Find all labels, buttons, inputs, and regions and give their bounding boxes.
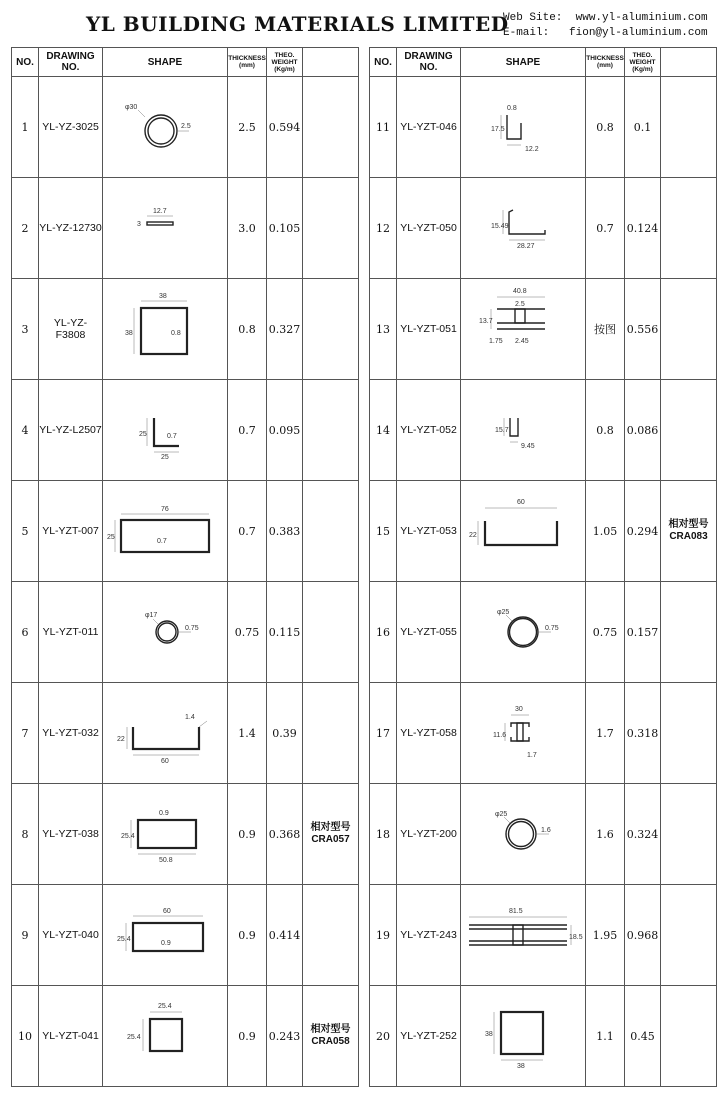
dim-label: 15.7	[495, 427, 509, 434]
dim-label: 25.4	[158, 1003, 172, 1010]
profile-drawing-h-section	[461, 279, 585, 379]
col-note	[303, 48, 359, 77]
profile-drawing-square-tube	[103, 986, 227, 1086]
dim-label: 0.8	[171, 330, 181, 337]
profile-drawing-channel	[461, 481, 585, 581]
table-row	[370, 481, 717, 582]
dim-label: 50.8	[159, 857, 173, 864]
profile-drawing-channel	[103, 683, 227, 783]
table-row	[12, 683, 359, 784]
row-no: 18	[370, 784, 397, 885]
profile-drawing-h-section	[461, 885, 585, 985]
col-drawing-no: DRAWING NO.	[39, 48, 103, 77]
row-no: 12	[370, 178, 397, 279]
dim-label: 0.7	[157, 538, 167, 545]
thickness-value: 0.9	[228, 885, 267, 986]
note-cell	[303, 885, 359, 986]
note-cell	[661, 77, 717, 178]
dim-label: 40.8	[513, 288, 527, 295]
weight-value: 0.115	[267, 582, 303, 683]
weight-value: 0.327	[267, 279, 303, 380]
drawing-no: YL-YZ-F3808	[39, 279, 103, 380]
shape-cell	[103, 582, 228, 683]
dim-label: 38	[125, 330, 133, 337]
thickness-value: 0.75	[586, 582, 625, 683]
drawing-no: YL-YZT-007	[39, 481, 103, 582]
dim-label: 25.4	[127, 1034, 141, 1041]
weight-value: 0.39	[267, 683, 303, 784]
profile-drawing-round-tube	[103, 77, 227, 177]
shape-cell	[103, 683, 228, 784]
row-no: 9	[12, 885, 39, 986]
table-row	[12, 885, 359, 986]
table-row	[370, 380, 717, 481]
weight-value: 0.414	[267, 885, 303, 986]
note-cell	[661, 986, 717, 1087]
profile-drawing-h-section	[461, 683, 585, 783]
weight-value: 0.294	[625, 481, 661, 582]
row-no: 4	[12, 380, 39, 481]
table-row	[370, 885, 717, 986]
shape-cell	[461, 77, 586, 178]
drawing-no: YL-YZT-038	[39, 784, 103, 885]
row-no: 14	[370, 380, 397, 481]
drawing-no: YL-YZT-052	[397, 380, 461, 481]
note-cell	[661, 784, 717, 885]
dim-label: 0.9	[161, 940, 171, 947]
shape-cell	[461, 986, 586, 1087]
weight-value: 0.324	[625, 784, 661, 885]
dim-label: 2.45	[515, 338, 529, 345]
row-no: 7	[12, 683, 39, 784]
profile-drawing-u-channel	[461, 77, 585, 177]
profile-drawing-square-tube	[103, 279, 227, 379]
dim-label: 2.5	[181, 123, 191, 130]
drawing-no: YL-YZT-252	[397, 986, 461, 1087]
thickness-value: 0.8	[586, 380, 625, 481]
thickness-value: 0.7	[586, 178, 625, 279]
profile-drawing-small-tube	[103, 582, 227, 682]
profile-drawing-rect-tube	[103, 885, 227, 985]
dim-label: 25.4	[121, 833, 135, 840]
note-cell	[303, 683, 359, 784]
weight-value: 0.1	[625, 77, 661, 178]
weight-value: 0.383	[267, 481, 303, 582]
email-text: E-mail: fion@yl-aluminium.com	[503, 27, 708, 39]
weight-value: 0.157	[625, 582, 661, 683]
row-no: 5	[12, 481, 39, 582]
dim-label: 1.7	[527, 752, 537, 759]
note-cell	[661, 683, 717, 784]
row-no: 1	[12, 77, 39, 178]
table-row	[12, 279, 359, 380]
thickness-value: 0.9	[228, 986, 267, 1087]
drawing-no: YL-YZT-055	[397, 582, 461, 683]
shape-cell	[103, 77, 228, 178]
table-row	[12, 481, 359, 582]
row-no: 10	[12, 986, 39, 1087]
drawing-no: YL-YZ-L2507	[39, 380, 103, 481]
drawing-no: YL-YZT-041	[39, 986, 103, 1087]
dim-label: 38	[159, 293, 167, 300]
shape-cell	[461, 582, 586, 683]
col-no: NO.	[370, 48, 397, 77]
col-weight: THEO. WEIGHT (Kg/m)	[267, 48, 303, 77]
shape-cell	[461, 481, 586, 582]
row-no: 3	[12, 279, 39, 380]
website-text: Web Site: www.yl-aluminium.com	[503, 12, 708, 24]
weight-value: 0.556	[625, 279, 661, 380]
dim-label: 1.6	[541, 827, 551, 834]
drawing-no: YL-YZT-053	[397, 481, 461, 582]
note-cell: 相对型号 CRA083	[661, 481, 717, 582]
thickness-value: 3.0	[228, 178, 267, 279]
col-weight: THEO. WEIGHT (Kg/m)	[625, 48, 661, 77]
table-row	[12, 380, 359, 481]
shape-cell	[103, 380, 228, 481]
table-row	[12, 582, 359, 683]
dim-label: φ17	[145, 612, 158, 619]
weight-value: 0.368	[267, 784, 303, 885]
drawing-no: YL-YZT-050	[397, 178, 461, 279]
dim-label: 15.49	[491, 223, 509, 230]
note-cell	[303, 178, 359, 279]
shape-cell	[461, 784, 586, 885]
row-no: 2	[12, 178, 39, 279]
weight-value: 0.318	[625, 683, 661, 784]
weight-value: 0.968	[625, 885, 661, 986]
dim-label: 25	[161, 454, 169, 461]
shape-cell	[461, 279, 586, 380]
shape-cell	[461, 178, 586, 279]
weight-value: 0.124	[625, 178, 661, 279]
col-no: NO.	[12, 48, 39, 77]
dim-label: 9.45	[521, 443, 535, 450]
col-shape: SHAPE	[103, 48, 228, 77]
dim-label: 38	[517, 1063, 525, 1070]
row-no: 8	[12, 784, 39, 885]
weight-value: 0.594	[267, 77, 303, 178]
drawing-no: YL-YZT-040	[39, 885, 103, 986]
table-row	[370, 582, 717, 683]
dim-label: 30	[515, 706, 523, 713]
weight-value: 0.086	[625, 380, 661, 481]
thickness-value: 1.7	[586, 683, 625, 784]
weight-value: 0.45	[625, 986, 661, 1087]
shape-cell	[103, 885, 228, 986]
table-row	[12, 77, 359, 178]
profile-drawing-clip	[461, 178, 585, 278]
profile-drawing-round-tube	[461, 784, 585, 884]
dim-label: 12.2	[525, 146, 539, 153]
profile-drawing-angle	[103, 380, 227, 480]
dim-label: 81.5	[509, 908, 523, 915]
col-drawing-no: DRAWING NO.	[397, 48, 461, 77]
table-header	[12, 48, 359, 77]
drawing-no: YL-YZT-032	[39, 683, 103, 784]
row-no: 6	[12, 582, 39, 683]
profile-table-left	[11, 47, 359, 1087]
drawing-no: YL-YZT-200	[397, 784, 461, 885]
thickness-value: 0.9	[228, 784, 267, 885]
dim-label: 1.75	[489, 338, 503, 345]
dim-label: 13.7	[479, 318, 493, 325]
table-row	[370, 178, 717, 279]
table-row	[370, 683, 717, 784]
dim-label: 11.6	[493, 732, 507, 739]
dim-label: 60	[517, 499, 525, 506]
table-row	[370, 986, 717, 1087]
dim-label: 12.7	[153, 208, 167, 215]
dim-label: 22	[469, 532, 477, 539]
dim-label: 17.5	[491, 126, 505, 133]
thickness-value: 按图	[586, 279, 625, 380]
note-cell	[303, 380, 359, 481]
row-no: 17	[370, 683, 397, 784]
dim-label: 38	[485, 1031, 493, 1038]
dim-label: 25	[107, 534, 115, 541]
profile-drawing-round-tube	[461, 582, 585, 682]
col-thickness: THICKNESS (mm)	[586, 48, 625, 77]
dim-label: 0.9	[159, 810, 169, 817]
note-cell	[661, 279, 717, 380]
table-row	[12, 784, 359, 885]
note-cell	[661, 380, 717, 481]
table-row	[12, 178, 359, 279]
dim-label: 0.75	[185, 625, 199, 632]
drawing-no: YL-YZT-058	[397, 683, 461, 784]
drawing-no: YL-YZ-3025	[39, 77, 103, 178]
thickness-value: 0.8	[586, 77, 625, 178]
dim-label: 0.8	[507, 105, 517, 112]
profile-drawing-rect-tube	[103, 481, 227, 581]
dim-label: 25	[139, 431, 147, 438]
dim-label: φ25	[497, 609, 510, 616]
col-note	[661, 48, 717, 77]
page-title: YL BUILDING MATERIALS LIMITED	[86, 12, 509, 36]
profile-drawing-square-tube	[461, 986, 585, 1086]
table-row	[12, 986, 359, 1087]
thickness-value: 1.1	[586, 986, 625, 1087]
note-cell	[303, 582, 359, 683]
shape-cell	[103, 279, 228, 380]
dim-label: 0.7	[167, 433, 177, 440]
table-header	[370, 48, 717, 77]
note-cell: 相对型号 CRA057	[303, 784, 359, 885]
dim-label: φ30	[125, 104, 138, 111]
dim-label: 28.27	[517, 243, 535, 250]
dim-label: 0.75	[545, 625, 559, 632]
dim-label: 60	[161, 758, 169, 765]
table-row	[370, 279, 717, 380]
col-shape: SHAPE	[461, 48, 586, 77]
dim-label: 22	[117, 736, 125, 743]
row-no: 16	[370, 582, 397, 683]
row-no: 13	[370, 279, 397, 380]
thickness-value: 0.75	[228, 582, 267, 683]
thickness-value: 0.8	[228, 279, 267, 380]
thickness-value: 0.7	[228, 481, 267, 582]
note-cell	[661, 178, 717, 279]
note-cell: 相对型号 CRA058	[303, 986, 359, 1087]
note-cell	[303, 77, 359, 178]
drawing-no: YL-YZT-051	[397, 279, 461, 380]
row-no: 15	[370, 481, 397, 582]
shape-cell	[103, 481, 228, 582]
dim-label: 76	[161, 506, 169, 513]
dim-label: 3	[137, 221, 141, 228]
shape-cell	[461, 380, 586, 481]
note-cell	[661, 582, 717, 683]
thickness-value: 1.05	[586, 481, 625, 582]
thickness-value: 1.95	[586, 885, 625, 986]
dim-label: 2.5	[515, 301, 525, 308]
drawing-no: YL-YZT-011	[39, 582, 103, 683]
thickness-value: 0.7	[228, 380, 267, 481]
table-row	[370, 77, 717, 178]
row-no: 20	[370, 986, 397, 1087]
profile-drawing-flat-bar	[103, 178, 227, 278]
weight-value: 0.105	[267, 178, 303, 279]
shape-cell	[461, 683, 586, 784]
shape-cell	[103, 784, 228, 885]
dim-label: φ25	[495, 811, 508, 818]
drawing-no: YL-YZT-046	[397, 77, 461, 178]
thickness-value: 2.5	[228, 77, 267, 178]
shape-cell	[461, 885, 586, 986]
drawing-no: YL-YZT-243	[397, 885, 461, 986]
profile-drawing-rect-tube	[103, 784, 227, 884]
note-cell	[303, 279, 359, 380]
weight-value: 0.095	[267, 380, 303, 481]
table-row	[370, 784, 717, 885]
shape-cell	[103, 178, 228, 279]
row-no: 11	[370, 77, 397, 178]
profile-drawing-u-channel	[461, 380, 585, 480]
thickness-value: 1.4	[228, 683, 267, 784]
row-no: 19	[370, 885, 397, 986]
col-thickness: THICKNESS (mm)	[228, 48, 267, 77]
note-cell	[661, 885, 717, 986]
weight-value: 0.243	[267, 986, 303, 1087]
dim-label: 18.5	[569, 934, 583, 941]
dim-label: 60	[163, 908, 171, 915]
dim-label: 1.4	[185, 714, 195, 721]
shape-cell	[103, 986, 228, 1087]
thickness-value: 1.6	[586, 784, 625, 885]
note-cell	[303, 481, 359, 582]
profile-table-right	[369, 47, 717, 1087]
drawing-no: YL-YZ-12730	[39, 178, 103, 279]
dim-label: 25.4	[117, 936, 131, 943]
